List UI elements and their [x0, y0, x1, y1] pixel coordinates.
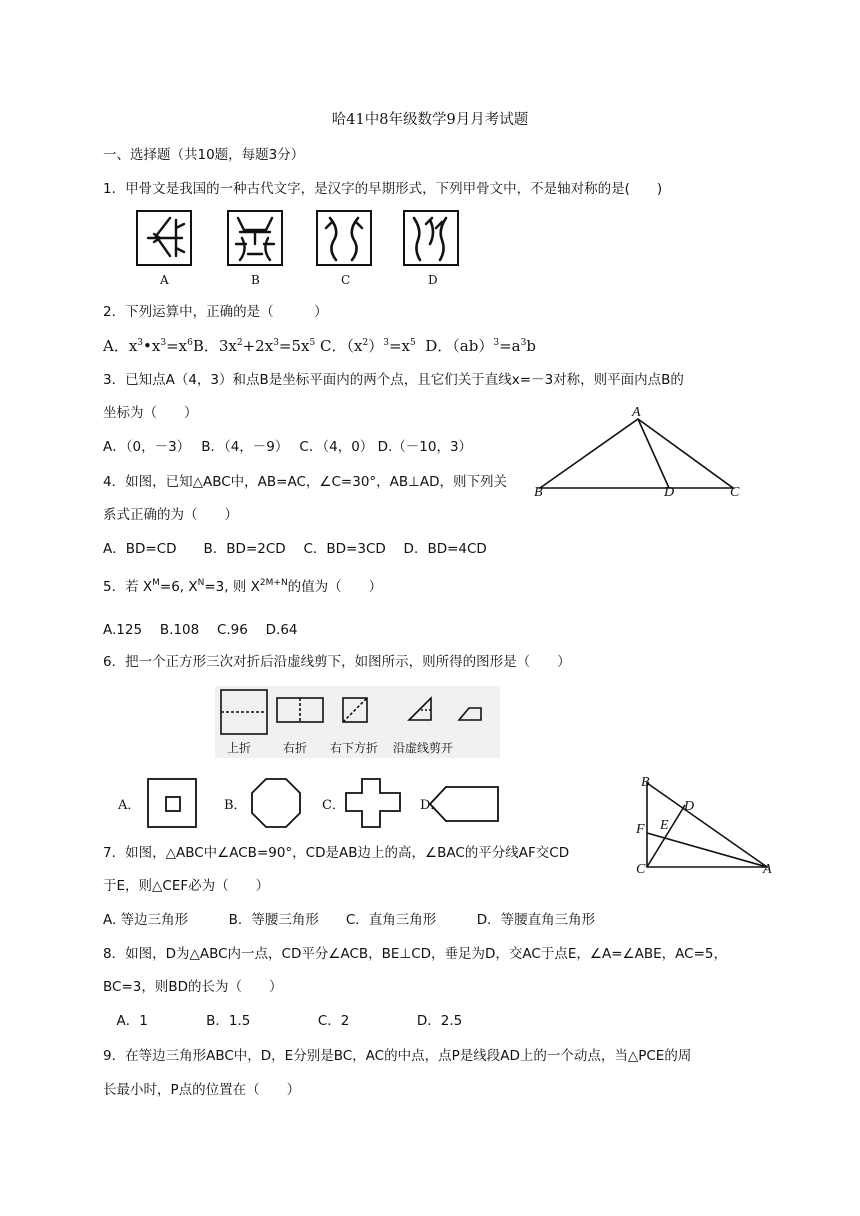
- question-5: 5．若 $X^M=6$, $X^N=3$, 则 $X^{2M+N}$的值为（ ）: [103, 578, 383, 595]
- question-8-options: A．1 B．1.5 C．2 D．2.5: [103, 1013, 463, 1029]
- question-7-options: A. 等边三角形 B．等腰三角形 C．直角三角形 D．等腰直角三角形: [103, 912, 596, 928]
- choice-d-label: D．: [420, 798, 444, 813]
- right-triangle-figure: [633, 775, 773, 875]
- fig-label-a: A: [160, 273, 169, 287]
- cut-shape-choices: [146, 777, 506, 831]
- question-9-cont: 长最小时，P点的位置在（ ）: [103, 1082, 301, 1098]
- question-3-options: A．（0，－3） B．（4，－9） C．（4，0） D.（－10，3）: [103, 439, 473, 455]
- fig7-label-f: F: [636, 822, 645, 837]
- fig7-label-b: B: [641, 775, 650, 790]
- question-4-options: A．BD=CD B．BD=2CD C．BD=3CD D．BD=4CD: [103, 541, 487, 557]
- fig4-label-b: B: [534, 485, 543, 500]
- choice-b-label: B．: [224, 798, 247, 813]
- fold-label-2: 右折: [283, 741, 308, 755]
- question-7-cont: 于E，则△CEF必为（ ）: [103, 878, 270, 894]
- fig4-label-a: A: [632, 405, 641, 420]
- question-4-cont: 系式正确的为（ ）: [103, 507, 238, 523]
- question-2: 2．下列运算中，正确的是（ ）: [103, 304, 328, 320]
- fig-label-c: C: [341, 273, 351, 287]
- fold-label-4: 沿虚线剪开: [393, 741, 454, 755]
- question-3: 3．已知点A（4，3）和点B是坐标平面内的两个点，且它们关于直线x=－3对称，则平面内点B的: [103, 372, 684, 388]
- fig7-label-e: E: [660, 818, 669, 833]
- fig7-label-c: C: [636, 862, 646, 877]
- question-2-options: A．$x^3•x^3=x^6B$．$3x^2+2x^3=5x^5$ C．$(x^2)^3=x^5$ D．$(ab)^3=a^3b$: [103, 337, 536, 355]
- question-7: 7．如图，△ABC中∠ACB=90°，CD是AB边上的高，∠BAC的平分线AF交CD: [103, 845, 570, 861]
- question-6: 6．把一个正方形三次对折后沿虚线剪下，如图所示，则所得的图形是（ ）: [103, 654, 571, 670]
- fig4-label-c: C: [730, 485, 740, 500]
- question-1: 1．甲骨文是我国的一种古代文字，是汉字的早期形式，下列甲骨文中，不是轴对称的是( ): [103, 181, 663, 197]
- fold-label-3: 右下方折: [330, 741, 379, 755]
- fig7-label-a: A: [763, 862, 772, 877]
- question-9: 9．在等边三角形ABC中，D，E分别是BC，AC的中点，点P是线段AD上的一个动点，当△PCE的周: [103, 1048, 692, 1064]
- fig-label-b: B: [251, 273, 260, 287]
- question-4: 4．如图，已知△ABC中，AB=AC，∠C=30°，AB⊥AD，则下列关: [103, 474, 508, 490]
- section-heading: 一、选择题（共10题，每题3分）: [103, 147, 305, 163]
- fig-label-d: D: [428, 273, 438, 287]
- fig4-label-d: D: [664, 485, 675, 500]
- choice-c-label: C．: [322, 798, 345, 813]
- fold-label-1: 上折: [227, 741, 252, 755]
- question-5-options: A.125 B.108 C.96 D.64: [103, 622, 298, 638]
- oracle-bone-figures: [136, 210, 466, 290]
- choice-a-label: A．: [118, 798, 141, 813]
- question-8: 8．如图，D为△ABC内一点，CD平分∠ACB，BE⊥CD，垂足为D，交AC于点E，∠A=∠ABE，AC=5，: [103, 946, 727, 962]
- question-8-cont: BC=3，则BD的长为（ ）: [103, 979, 283, 995]
- page-title: 哈41中8年级数学9月月考试题: [331, 112, 529, 128]
- fig7-label-d: D: [684, 799, 695, 814]
- question-3-cont: 坐标为（ ）: [103, 405, 198, 421]
